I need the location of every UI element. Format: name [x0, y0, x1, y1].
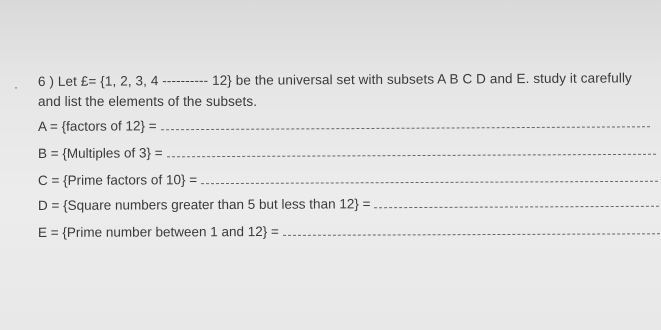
subset-b-row	[38, 143, 656, 161]
subset-a-answer-line	[161, 126, 650, 130]
subset-a-label: A = {factors of 12} =	[37, 118, 157, 134]
subset-a-row	[38, 115, 650, 134]
subset-e-row	[38, 222, 660, 240]
subset-d-label: D = {Square numbers greater than 5 but less than 12} =	[37, 196, 371, 213]
subset-b-answer-line	[167, 154, 656, 158]
question-intro-line-1: 6 ) Let £= {1, 2, 3, 4 ---------- 12} be the universal set with subsets A B C D and E. study it carefully	[37, 70, 632, 89]
subset-e-answer-line	[283, 233, 660, 236]
subset-d-answer-line	[374, 206, 659, 208]
subset-c-row	[38, 170, 658, 188]
subset-c-label: C = {Prime factors of 10} =	[37, 172, 198, 188]
bullet-mark: ·	[14, 80, 18, 94]
subset-d-row	[38, 195, 659, 213]
subset-e-label: E = {Prime number between 1 and 12} =	[37, 223, 279, 240]
subset-c-answer-line	[201, 181, 658, 184]
question-intro-line-2: and list the elements of the subsets.	[38, 94, 258, 109]
subset-b-label: B = {Multiples of 3} =	[37, 145, 163, 161]
